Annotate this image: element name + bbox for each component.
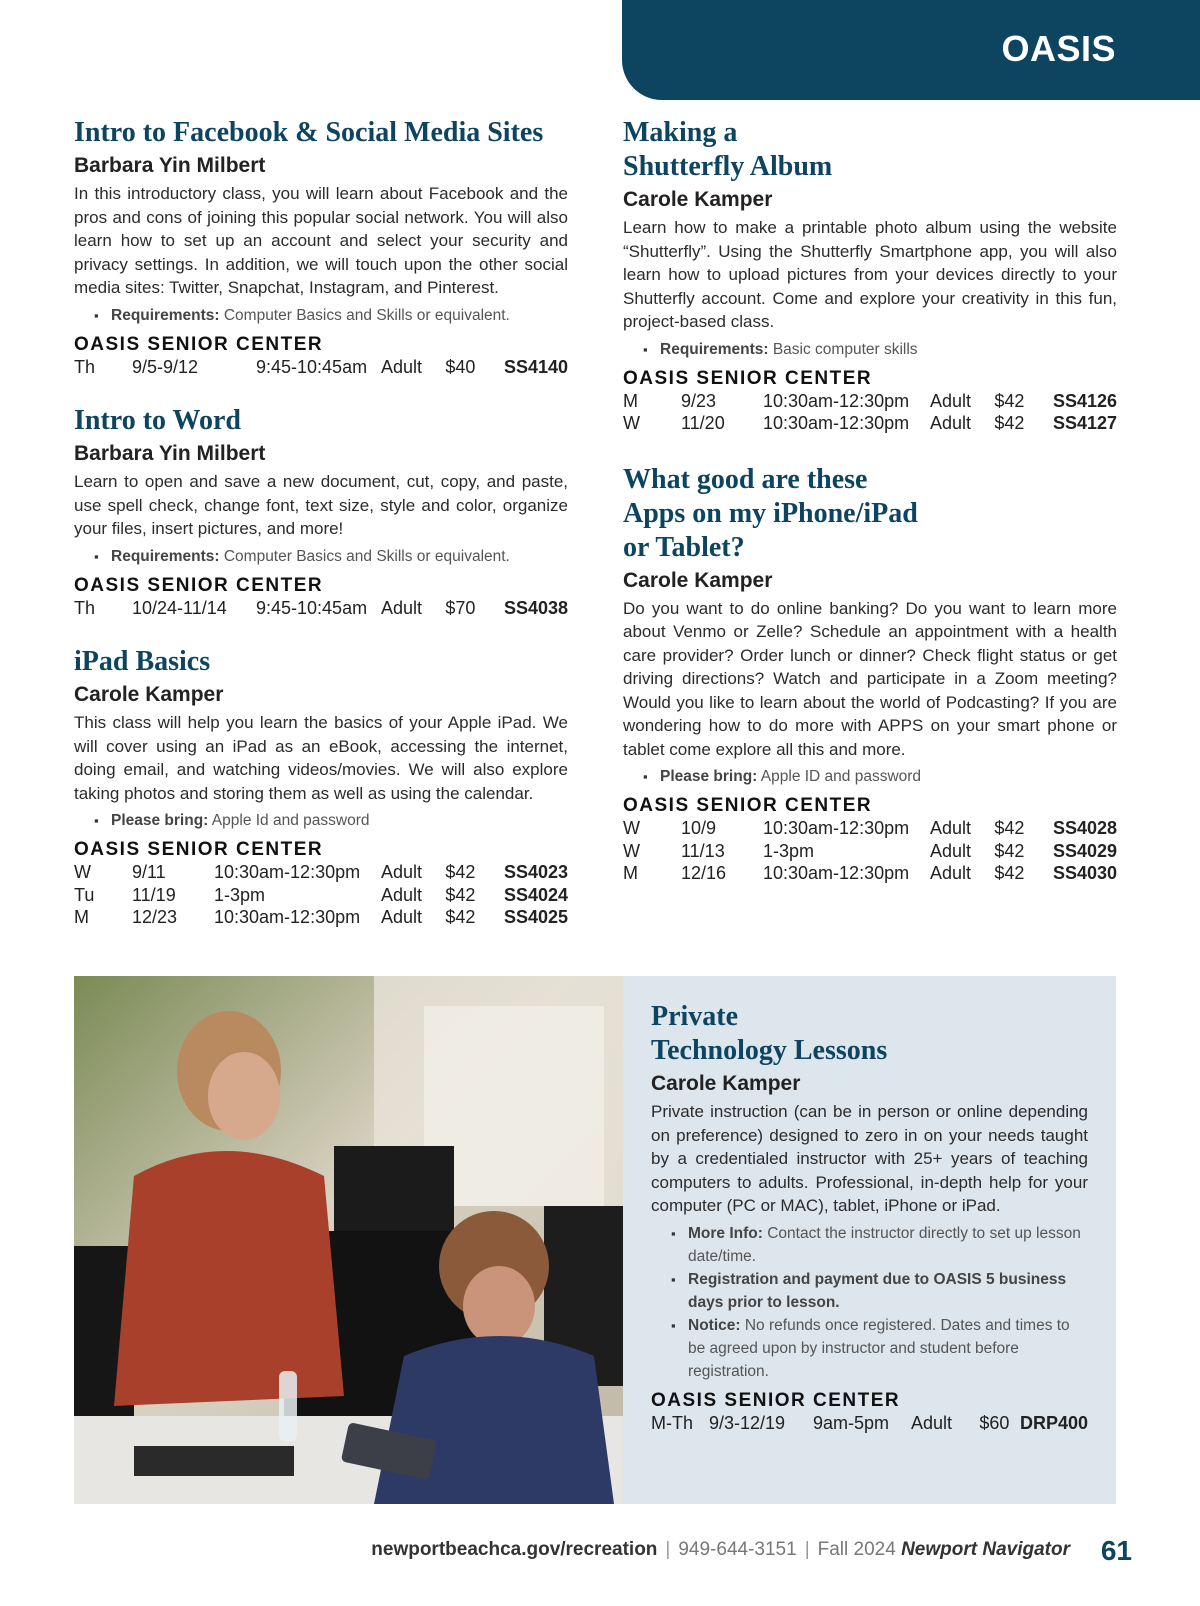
schedule-table: [74, 356, 568, 379]
course-note: ▪ Requirements: Computer Basics and Skills or equivalent.: [94, 304, 568, 327]
course-instructor: Carole Kamper: [74, 683, 224, 706]
footer-publication: Newport Navigator: [901, 1539, 1070, 1560]
schedule-row: W 11/13 1-3pm Adult $42 SS4029: [623, 840, 1117, 861]
private-lessons-box: [623, 976, 1116, 1504]
schedule-row: W 11/20 10:30am-12:30pm Adult $42 SS4127: [623, 413, 1117, 433]
section-tab-label: OASIS: [1001, 28, 1116, 69]
course-notes: [74, 809, 568, 832]
schedule-row: Th 10/24-11/14 9:45-10:45am Adult $70 SS4038: [74, 597, 568, 618]
schedule-table: [74, 861, 568, 929]
course-title: iPad Basics: [74, 646, 211, 677]
schedule-row: Tu 11/19 1-3pm Adult $42 SS4024: [74, 884, 568, 905]
course-title: Intro to Facebook & Social Media Sites: [74, 117, 544, 148]
footer-phone: 949-644-3151: [678, 1539, 797, 1560]
course-intro-word: [74, 404, 568, 619]
right-column: [623, 116, 1117, 905]
schedule-row: M 12/23 10:30am-12:30pm Adult $42 SS4025: [74, 907, 568, 927]
course-note: ▪ More Info: Contact the instructor directly to set up lesson date/time.: [671, 1222, 1088, 1268]
course-location: OASIS SENIOR CENTER: [623, 367, 873, 389]
schedule-row: M 9/23 10:30am-12:30pm Adult $42 SS4126: [623, 390, 1117, 411]
schedule-row: M 12/16 10:30am-12:30pm Adult $42 SS4030: [623, 863, 1117, 883]
course-location: OASIS SENIOR CENTER: [74, 333, 324, 355]
page-footer: [0, 1535, 1200, 1565]
course-description: Learn how to make a printable photo album using the website “Shutterfly”. Using the Shutterfly Smartphone app, you will also learn how to upload pictures from your devices directly to your Shutterfly account. Come and explore your creativity in this fun, project-based class.: [623, 218, 1117, 331]
course-notes: [74, 304, 568, 327]
course-note: ▪ Please bring: Apple Id and password: [94, 809, 568, 832]
course-location: OASIS SENIOR CENTER: [74, 574, 324, 596]
course-shutterfly: [623, 116, 1117, 435]
course-notes: [651, 1222, 1088, 1383]
course-note: ▪ Please bring: Apple ID and password: [643, 765, 1117, 788]
schedule-table: [74, 597, 568, 620]
footer-url[interactable]: newportbeachca.gov/recreation: [371, 1539, 658, 1560]
course-title: Making a Shutterfly Album: [623, 117, 833, 182]
course-description: Do you want to do online banking? Do you want to learn more about Venmo or Zelle? Schedule an appointment with a health care provider? Order lunch or dinner? Check flight status or get driving directions? Watch and participate in a Zoom meeting? Would you like to learn about the world of Podcasting? If you are wondering how to do more with APPS on your smart phone or tablet come explore all this and more.: [623, 598, 1117, 759]
course-note: ▪ Requirements: Basic computer skills: [643, 338, 1117, 361]
footer-info: newportbeachca.gov/recreation | 949-644-3151 | Fall 2024 Newport Navigator: [371, 1539, 1070, 1560]
course-title: What good are these Apps on my iPhone/iPad or Tablet?: [623, 463, 918, 563]
footer-season: Fall 2024: [817, 1539, 896, 1560]
left-column: [74, 116, 568, 949]
course-location: OASIS SENIOR CENTER: [623, 795, 873, 816]
course-instructor: Carole Kamper: [623, 568, 773, 592]
course-instructor: Barbara Yin Milbert: [74, 442, 266, 465]
course-note: ▪ Requirements: Computer Basics and Skills or equivalent.: [94, 545, 568, 568]
course-description: In this introductory class, you will learn about Facebook and the pros and cons of joining this popular social network. You will also learn how to set up an account and select your security and privacy settings. In addition, we will touch upon the other social media sites: Twitter, Snapchat, Instagram, and Pinterest.: [74, 184, 568, 297]
classroom-photo-illustration: [74, 976, 623, 1504]
course-location: OASIS SENIOR CENTER: [74, 839, 324, 860]
schedule-table: [623, 390, 1117, 435]
course-notes: [623, 765, 1117, 788]
course-apps: [623, 463, 1117, 885]
section-tab: [622, 0, 1200, 100]
schedule-table: [651, 1412, 1088, 1435]
course-description: This class will help you learn the basics of your Apple iPad. We will cover using an iPad as an eBook, accessing the internet, doing email, and watching videos/movies. We will also explore taking photos and storing them as well as using the calendar.: [74, 713, 568, 803]
course-private-lessons: [651, 1000, 1088, 1434]
schedule-table: [623, 817, 1117, 885]
schedule-row: W 10/9 10:30am-12:30pm Adult $42 SS4028: [623, 818, 1117, 838]
course-instructor: Carole Kamper: [623, 188, 773, 211]
course-title: Private Technology Lessons: [651, 1001, 888, 1066]
schedule-row: Th 9/5-9/12 9:45-10:45am Adult $40 SS4140: [74, 356, 568, 377]
schedule-row: M-Th 9/3-12/19 9am-5pm Adult $60 DRP400: [651, 1412, 1088, 1433]
course-note: ▪ Notice: No refunds once registered. Dates and times to be agreed upon by instructor and student before registration.: [671, 1314, 1088, 1383]
course-description: Private instruction (can be in person or online depending on preference) designed to zero in on your needs taught by a credentialed instructor with 25+ years of teaching computers to adults. Professional, in-depth help for your computer (PC or MAC), tablet, iPhone or iPad.: [651, 1102, 1088, 1215]
course-notes: [74, 545, 568, 568]
course-location: OASIS SENIOR CENTER: [651, 1389, 901, 1411]
schedule-row: W 9/11 10:30am-12:30pm Adult $42 SS4023: [74, 862, 568, 882]
page-number: 61: [1100, 1535, 1132, 1566]
course-instructor: Barbara Yin Milbert: [74, 154, 266, 177]
course-title: Intro to Word: [74, 405, 241, 436]
classroom-photo: [74, 976, 623, 1504]
course-intro-facebook: [74, 116, 568, 378]
course-instructor: Carole Kamper: [651, 1072, 801, 1095]
course-note: ▪ Registration and payment due to OASIS 5 business days prior to lesson.: [671, 1268, 1088, 1314]
course-notes: [623, 338, 1117, 361]
course-description: Learn to open and save a new document, cut, copy, and paste, use spell check, change font, text size, style and color, organize your files, insert pictures, and more!: [74, 472, 568, 538]
course-ipad-basics: [74, 645, 568, 929]
